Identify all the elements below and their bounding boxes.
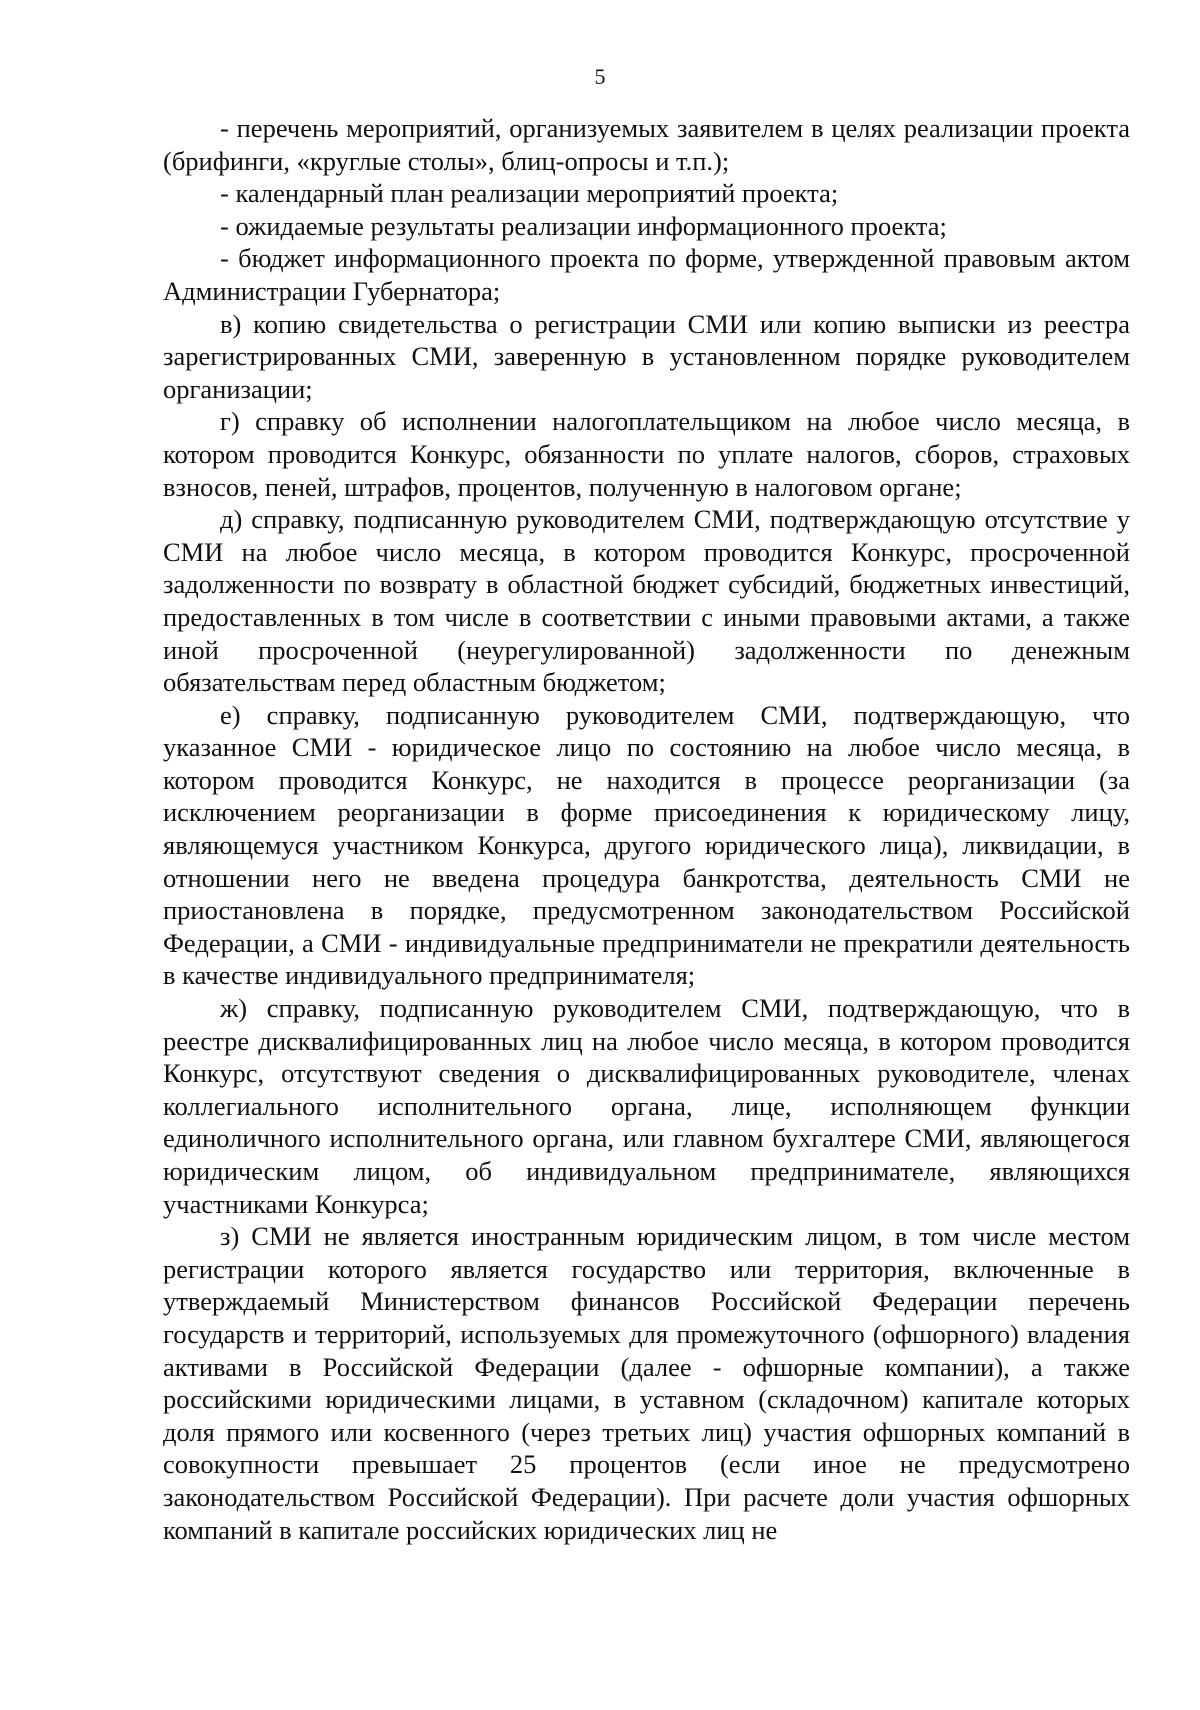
paragraph-item-calendar-plan: - календарный план реализации мероприятий проекта; [220,178,839,209]
paragraph-e-no-reorganization-certificate: е) справку, подписанную руководителем СМИ, подтверждающую, что указанное СМИ - юридическое лицо по состоянию на любое число месяца, в котором проводится Конкурс, не находится в процессе реорганизации (за исключением реорганизации в форме присоединения к юридическому лицу, являющемуся участником Конкурса, другого юридического лица), ликвидации, в отношении него не введена процедура банкротства, деятельность СМИ не приостановлена в порядке, предусмотренном законодательством Российской Федерации, а СМИ - индивидуальные предприниматели не прекратили деятельность в качестве индивидуального предпринимателя; [163,699,1130,991]
paragraph-zh-disqualified-persons-certificate: ж) справку, подписанную руководителем СМИ, подтверждающую, что в реестре дисквалифицированных лиц на любое число месяца, в котором проводится Конкурс, отсутствуют сведения о дисквалифицированных руководителе, членах коллегиального исполнительного органа, лице, исполняющем функции единоличного исполнительного органа, или главном бухгалтере СМИ, являющегося юридическим лицом, об индивидуальном предпринимателе, являющихся участниками Конкурса; [163,993,1130,1219]
paragraph-v-registration-copy: в) копию свидетельства о регистрации СМИ или копию выписки из реестра зарегистрированных СМИ, заверенную в установленном порядке руководителем организации; [163,308,1130,404]
paragraph-g-tax-certificate: г) справку об исполнении налогоплательщиком на любое число месяца, в котором проводится Конкурс, обязанности по уплате налогов, сборов, страховых взносов, пеней, штрафов, процентов, полученную в налоговом органе; [163,406,1130,502]
document-body [163,112,1130,1546]
paragraph-item-expected-results: - ожидаемые результаты реализации информационного проекта; [220,210,947,241]
paragraph-item-budget: - бюджет информационного проекта по форме, утвержденной правовым актом Администрации Губернатора; [163,243,1130,306]
paragraph-item-list-events: - перечень мероприятий, организуемых заявителем в целях реализации проекта (брифинги, «круглые столы», блиц-опросы и т.п.); [163,113,1130,176]
paragraph-z-not-foreign-entity: з) СМИ не является иностранным юридическим лицом, в том числе местом регистрации которого является государство или территория, включенные в утверждаемый Министерством финансов Российской Федерации перечень государств и территорий, используемых для промежуточного (офшорного) владения активами в Российской Федерации (далее - офшорные компании), а также российскими юридическими лицами, в уставном (складочном) капитале которых доля прямого или косвенного (через третьих лиц) участия офшорных компаний в совокупности превышает 25 процентов (если иное не предусмотрено законодательством Российской Федерации). При расчете доли участия офшорных компаний в капитале российских юридических лиц не [163,1221,1130,1545]
paragraph-d-no-debt-certificate: д) справку, подписанную руководителем СМИ, подтверждающую отсутствие у СМИ на любое число месяца, в котором проводится Конкурс, просроченной задолженности по возврату в областной бюджет субсидий, бюджетных инвестиций, предоставленных в том числе в соответствии с иными правовыми актами, а также иной просроченной (неурегулированной) задолженности по денежным обязательствам перед областным бюджетом; [163,504,1130,698]
page-number: 5 [594,64,606,89]
